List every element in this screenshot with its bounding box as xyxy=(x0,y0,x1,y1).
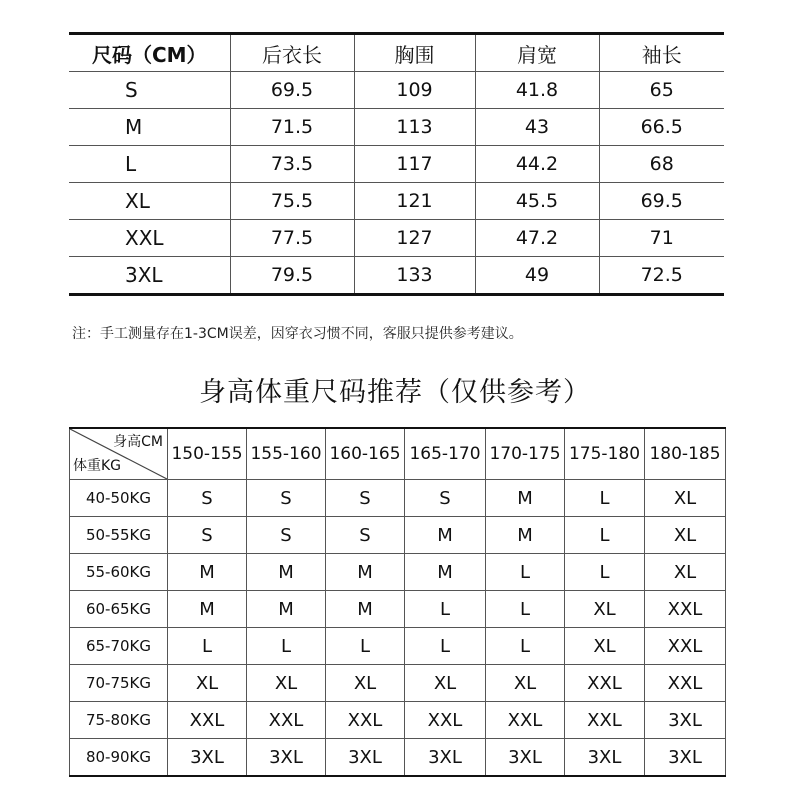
recommended-size-cell: XXL xyxy=(645,665,726,702)
recommended-size-cell: XXL xyxy=(645,591,726,628)
measurement-cell: 121 xyxy=(354,183,475,220)
recommended-size-cell: M xyxy=(247,591,326,628)
size-measurement-table xyxy=(69,32,724,296)
weight-range-cell: 50-55KG xyxy=(70,517,168,554)
recommended-size-cell: XL xyxy=(645,517,726,554)
height-weight-size-table xyxy=(69,427,726,777)
recommended-size-cell: XXL xyxy=(405,702,486,739)
recommended-size-cell: XXL xyxy=(565,702,645,739)
height-range-header: 160-165 xyxy=(326,428,405,480)
recommended-size-cell: 3XL xyxy=(565,739,645,777)
recommended-size-cell: 3XL xyxy=(247,739,326,777)
measurement-cell: 72.5 xyxy=(599,257,724,295)
measurement-cell: 127 xyxy=(354,220,475,257)
recommended-size-cell: 3XL xyxy=(645,702,726,739)
measurement-cell: 66.5 xyxy=(599,109,724,146)
measurement-cell: 49 xyxy=(475,257,599,295)
table-row xyxy=(69,220,724,257)
recommended-size-cell: M xyxy=(247,554,326,591)
measurement-cell: 44.2 xyxy=(475,146,599,183)
height-range-header: 180-185 xyxy=(645,428,726,480)
measurement-cell: 69.5 xyxy=(599,183,724,220)
recommended-size-cell: XL xyxy=(405,665,486,702)
recommended-size-cell: XXL xyxy=(247,702,326,739)
recommended-size-cell: 3XL xyxy=(486,739,565,777)
size-label-cell: S xyxy=(69,72,230,109)
recommended-size-cell: S xyxy=(168,480,247,517)
table-row xyxy=(69,183,724,220)
size-table-header: 后衣长 xyxy=(230,34,354,72)
measurement-cell: 133 xyxy=(354,257,475,295)
table-row xyxy=(70,480,726,517)
weight-range-cell: 80-90KG xyxy=(70,739,168,777)
recommended-size-cell: M xyxy=(486,517,565,554)
recommended-size-cell: L xyxy=(168,628,247,665)
recommended-size-cell: S xyxy=(247,517,326,554)
size-label-cell: L xyxy=(69,146,230,183)
size-label-cell: XXL xyxy=(69,220,230,257)
size-label-cell: M xyxy=(69,109,230,146)
size-label-cell: 3XL xyxy=(125,263,163,287)
size-table-header: 袖长 xyxy=(599,34,724,72)
weight-range-cell: 75-80KG xyxy=(70,702,168,739)
recommended-size-cell: XL xyxy=(645,480,726,517)
measurement-cell: 41.8 xyxy=(475,72,599,109)
measurement-cell: 113 xyxy=(354,109,475,146)
table-row xyxy=(70,554,726,591)
recommended-size-cell: XL xyxy=(486,665,565,702)
recommended-size-cell: S xyxy=(326,517,405,554)
table-row xyxy=(70,591,726,628)
recommended-size-cell: L xyxy=(247,628,326,665)
recommended-size-cell: XXL xyxy=(168,702,247,739)
table-row xyxy=(69,109,724,146)
recommended-size-cell: M xyxy=(486,480,565,517)
table-row xyxy=(70,628,726,665)
corner-header-cell xyxy=(70,428,168,480)
recommended-size-cell: L xyxy=(486,554,565,591)
recommended-size-cell: 3XL xyxy=(405,739,486,777)
measurement-cell: 65 xyxy=(599,72,724,109)
table-row xyxy=(69,72,724,109)
height-range-header: 175-180 xyxy=(565,428,645,480)
measurement-cell: 69.5 xyxy=(230,72,354,109)
size-table-header: 胸围 xyxy=(354,34,475,72)
recommended-size-cell: XL xyxy=(565,628,645,665)
recommended-size-cell: S xyxy=(247,480,326,517)
table-row xyxy=(70,665,726,702)
weight-range-cell: 60-65KG xyxy=(70,591,168,628)
recommended-size-cell: L xyxy=(486,591,565,628)
recommended-size-cell: M xyxy=(326,591,405,628)
recommended-size-cell: L xyxy=(486,628,565,665)
measurement-cell: 71.5 xyxy=(230,109,354,146)
measurement-cell: 45.5 xyxy=(475,183,599,220)
recommended-size-cell: L xyxy=(326,628,405,665)
recommended-size-cell: XXL xyxy=(486,702,565,739)
recommended-size-cell: XL xyxy=(565,591,645,628)
size-table-header: 肩宽 xyxy=(475,34,599,72)
recommended-size-cell: M xyxy=(405,554,486,591)
measurement-cell: 71 xyxy=(599,220,724,257)
recommended-size-cell: XXL xyxy=(645,628,726,665)
recommended-size-cell: 3XL xyxy=(168,739,247,777)
table-row xyxy=(70,739,726,777)
height-axis-label: 身高CM xyxy=(113,434,163,450)
recommended-size-cell: M xyxy=(405,517,486,554)
recommended-size-cell: L xyxy=(405,591,486,628)
recommended-size-cell: XL xyxy=(326,665,405,702)
weight-axis-label: 体重KG xyxy=(73,458,122,474)
recommended-size-cell: L xyxy=(565,480,645,517)
recommended-size-cell: S xyxy=(326,480,405,517)
recommended-size-cell: L xyxy=(405,628,486,665)
table-row xyxy=(69,257,724,295)
measurement-cell: 47.2 xyxy=(475,220,599,257)
recommended-size-cell: XL xyxy=(168,665,247,702)
measurement-note: 注：手工测量存在1-3CM误差，因穿衣习惯不同，客服只提供参考建议。 xyxy=(72,326,523,342)
measurement-cell: 43 xyxy=(475,109,599,146)
measurement-cell: 75.5 xyxy=(230,183,354,220)
recommended-size-cell: M xyxy=(168,591,247,628)
recommended-size-cell: M xyxy=(168,554,247,591)
size-table-header: 尺码（CM） xyxy=(69,34,230,72)
recommended-size-cell: XL xyxy=(645,554,726,591)
measurement-cell: 117 xyxy=(354,146,475,183)
recommended-size-cell: 3XL xyxy=(645,739,726,777)
recommendation-title: 身高体重尺码推荐（仅供参考） xyxy=(199,377,591,408)
weight-range-cell: 40-50KG xyxy=(70,480,168,517)
recommended-size-cell: XXL xyxy=(326,702,405,739)
recommended-size-cell: M xyxy=(326,554,405,591)
weight-range-cell: 70-75KG xyxy=(70,665,168,702)
recommended-size-cell: S xyxy=(405,480,486,517)
measurement-cell: 109 xyxy=(354,72,475,109)
weight-range-cell: 55-60KG xyxy=(70,554,168,591)
measurement-cell: 73.5 xyxy=(230,146,354,183)
size-label-cell: XL xyxy=(69,183,230,220)
recommended-size-cell: L xyxy=(565,554,645,591)
measurement-cell: 77.5 xyxy=(230,220,354,257)
height-range-header: 150-155 xyxy=(168,428,247,480)
table-row xyxy=(70,702,726,739)
height-range-header: 165-170 xyxy=(405,428,486,480)
recommended-size-cell: S xyxy=(168,517,247,554)
measurement-cell: 79.5 xyxy=(230,257,354,295)
recommended-size-cell: 3XL xyxy=(326,739,405,777)
recommended-size-cell: XL xyxy=(247,665,326,702)
table-row xyxy=(70,517,726,554)
weight-range-cell: 65-70KG xyxy=(70,628,168,665)
measurement-cell: 68 xyxy=(599,146,724,183)
height-range-header: 170-175 xyxy=(486,428,565,480)
recommended-size-cell: L xyxy=(565,517,645,554)
recommended-size-cell: XXL xyxy=(565,665,645,702)
height-range-header: 155-160 xyxy=(247,428,326,480)
table-row xyxy=(69,146,724,183)
